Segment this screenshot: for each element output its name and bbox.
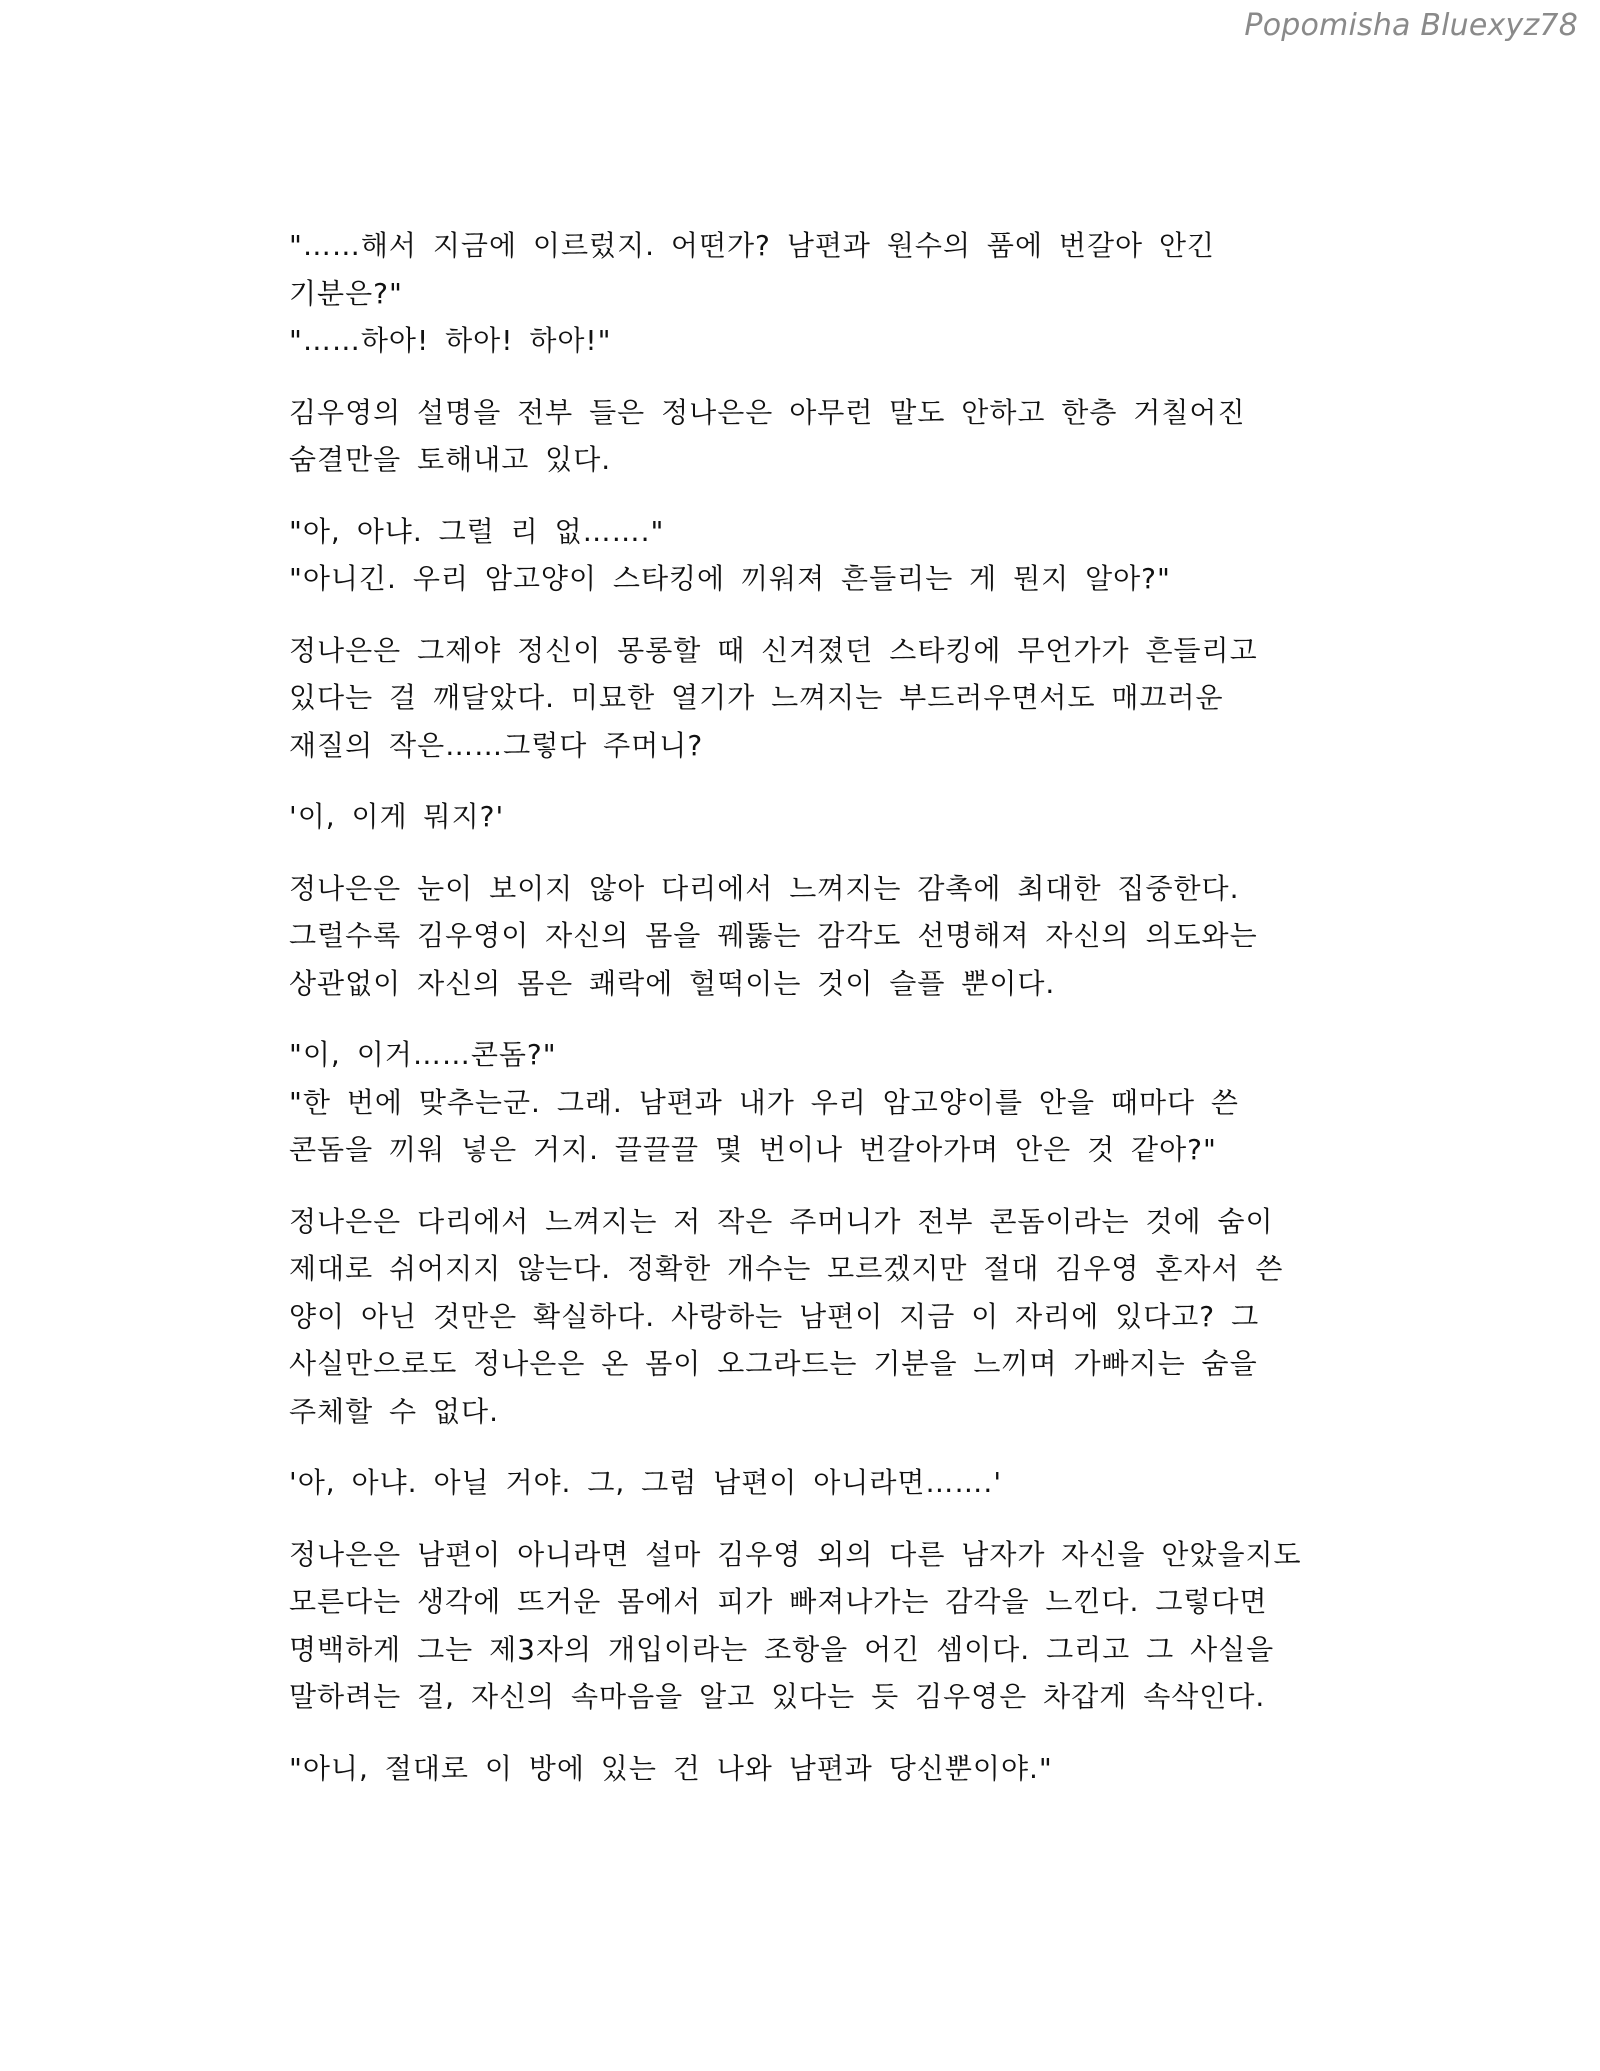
text-line: 상관없이 자신의 몸은 쾌락에 헐떡이는 것이 슬플 뿐이다. [289,966,1056,1000]
text-line: 주체할 수 없다. [289,1394,499,1428]
text-line: "아니, 절대로 이 방에 있는 건 나와 남편과 당신뿐이야." [289,1751,1053,1785]
paragraph-9 [289,1459,1309,1507]
paragraph-5 [289,793,1309,841]
text-line: 정나은은 그제야 정신이 몽롱할 때 신겨졌던 스타킹에 무언가가 흔들리고 [289,633,1258,667]
text-line: 기분은?" [289,276,403,310]
text-line: 사실만으로도 정나은은 온 몸이 오그라드는 기분을 느끼며 가빠지는 숨을 [289,1347,1258,1380]
text-line: '아, 아냐. 아닐 거야. 그, 그럼 남편이 아니라면…….' [289,1466,1003,1499]
paragraph-4 [289,627,1309,770]
text-line: 명백하게 그는 제3자의 개입이라는 조항을 어긴 셈이다. 그리고 그 사실을 [289,1632,1275,1666]
paragraph-6 [289,865,1309,1008]
text-line: "……하아! 하아! 하아!" [289,324,612,357]
text-line: 정나은은 눈이 보이지 않아 다리에서 느껴지는 감촉에 최대한 집중한다. [289,871,1240,905]
paragraph-11 [289,1745,1309,1793]
text-line: 김우영의 설명을 전부 들은 정나은은 아무런 말도 안하고 한층 거칠어진 [289,395,1246,429]
text-line: 그럴수록 김우영이 자신의 몸을 꿰뚫는 감각도 선명해져 자신의 의도와는 [289,919,1258,952]
text-line: "아니긴. 우리 암고양이 스타킹에 끼워져 흔들리는 게 뭔지 알아?" [289,562,1171,595]
text-line: 양이 아닌 것만은 확실하다. 사랑하는 남편이 지금 이 자리에 있다고? 그 [289,1299,1260,1333]
text-line: "아, 아냐. 그럴 리 없……." [289,514,665,548]
text-line: "한 번에 맞추는군. 그래. 남편과 내가 우리 암고양이를 안을 때마다 쓴 [289,1085,1239,1119]
text-line: 숨결만을 토해내고 있다. [289,443,612,476]
text-line: 재질의 작은……그렇다 주머니? [289,728,704,762]
watermark: Popomisha Bluexyz78 [1244,8,1578,43]
story-text [289,222,1309,1816]
paragraph-7 [289,1031,1309,1174]
text-line: 모른다는 생각에 뜨거운 몸에서 피가 빠져나가는 감각을 느낀다. 그렇다면 [289,1585,1268,1618]
text-line: '이, 이게 뭐지?' [289,800,505,833]
text-line: 제대로 쉬어지지 않는다. 정확한 개수는 모르겠지만 절대 김우영 혼자서 쓴 [289,1252,1284,1285]
text-line: 말하려는 걸, 자신의 속마음을 알고 있다는 듯 김우영은 차갑게 속삭인다. [289,1680,1266,1713]
paragraph-3 [289,508,1309,603]
paragraph-2 [289,389,1309,484]
text-line: "이, 이거……콘돔?" [289,1038,557,1071]
text-line: 콘돔을 끼워 넣은 거지. 끌끌끌 몇 번이나 번갈아가며 안은 것 같아?" [289,1133,1217,1166]
text-line: "……해서 지금에 이르렀지. 어떤가? 남편과 원수의 품에 번갈아 안긴 [289,229,1216,262]
text-line: 정나은은 다리에서 느껴지는 저 작은 주머니가 전부 콘돔이라는 것에 숨이 [289,1204,1274,1238]
text-line: 정나은은 남편이 아니라면 설마 김우영 외의 다른 남자가 자신을 안았을지도 [289,1537,1302,1571]
paragraph-8 [289,1198,1309,1436]
paragraph-10 [289,1531,1309,1721]
text-line: 있다는 걸 깨달았다. 미묘한 열기가 느껴지는 부드러우면서도 매끄러운 [289,681,1224,714]
paragraph-1 [289,222,1309,365]
